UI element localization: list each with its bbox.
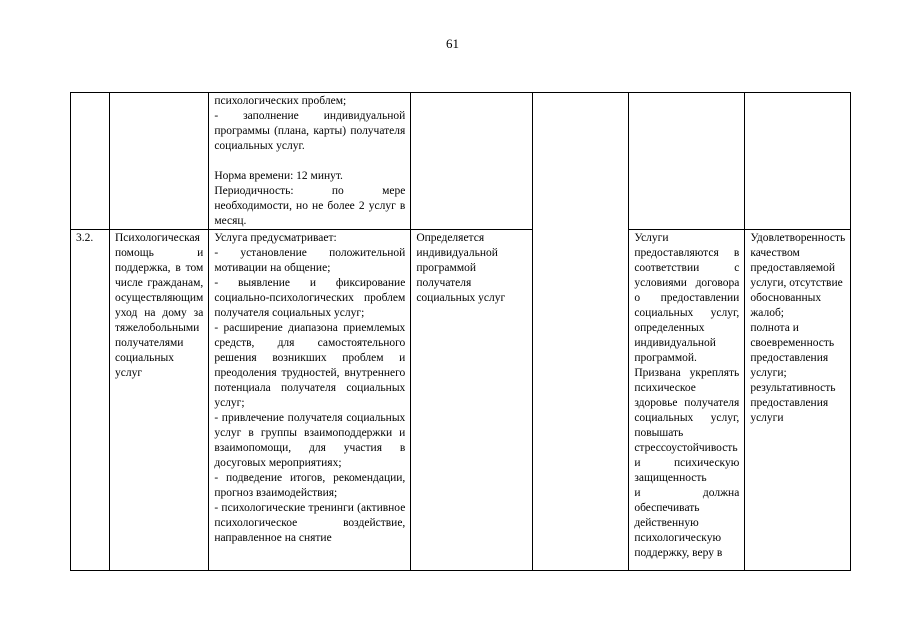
service-name: Психологическая помощь и поддержка, в том числе гражданам, осуществляющим уход на дому за тяжелобольными получателями социальных услуг	[110, 230, 209, 571]
quality-cell	[745, 230, 851, 571]
blank-line	[214, 154, 405, 169]
service-number: 3.2.	[71, 230, 110, 571]
service-name-cell	[110, 93, 209, 230]
quality-cell	[745, 93, 851, 230]
quality-line: полнота и своевременность предоставления услуги;	[750, 322, 835, 379]
conditions-cell	[629, 93, 745, 230]
description-line: психологических проблем;	[214, 95, 347, 107]
conditions-line: и должна обеспечивать действенную психологическую поддержку, веру в	[634, 487, 740, 559]
time-norm: Норма времени: 12 минут.	[214, 170, 343, 182]
description-line: - расширение диапазона приемлемых средств, для самостоятельного решения возникших проблем и преодоления трудностей, внутреннего потенциала получателя социальных услуг;	[214, 322, 406, 409]
service-description-cell	[209, 93, 411, 230]
volume-cell	[411, 93, 533, 230]
service-description-cell	[209, 230, 411, 571]
conditions-line: Услуги предоставляются в соответствии с условиями договора о предоставлении социальных услуг, определенных индивидуальной программой.	[634, 232, 740, 364]
quality-line: Удовлетворенность качеством предоставляемой услуги, отсутствие обоснованных жалоб;	[750, 232, 846, 319]
number-cell	[71, 93, 110, 230]
description-line: - установление положительной мотивации на общение;	[214, 247, 406, 274]
periodicity: Периодичность: по мере необходимости, но не более 2 услуг в месяц.	[214, 185, 406, 227]
service-row	[71, 230, 851, 571]
services-table	[70, 92, 851, 571]
description-line: - подведение итогов, рекомендации, прогноз взаимодействия;	[214, 472, 406, 499]
description-line: - психологические тренинги (активное психологическое воздействие, направленное на снятие	[214, 502, 406, 544]
description-line: - выявление и фиксирование социально-психологических проблем получателя социальных услуг;	[214, 277, 406, 319]
description-line: Услуга предусматривает:	[214, 232, 337, 244]
conditions-cell	[629, 230, 745, 571]
description-line: - заполнение индивидуальной программы (плана, карты) получателя социальных услуг.	[214, 110, 406, 152]
page-number: 61	[446, 36, 459, 51]
description-line: - привлечение получателя социальных услуг в группы взаимоподдержки и взаимопомощи, для участия в досуговых мероприятиях;	[214, 412, 406, 469]
quality-line: результативность предоставления услуги	[750, 382, 836, 424]
empty-merged-cell	[533, 93, 629, 571]
service-volume: Определяется индивидуальной программой получателя социальных услуг	[411, 230, 533, 571]
continuation-row	[71, 93, 851, 230]
conditions-line: Призвана укреплять психическое здоровье получателя социальных услуг, повышать стрессоустойчивость и психическую защищенность	[634, 367, 740, 484]
